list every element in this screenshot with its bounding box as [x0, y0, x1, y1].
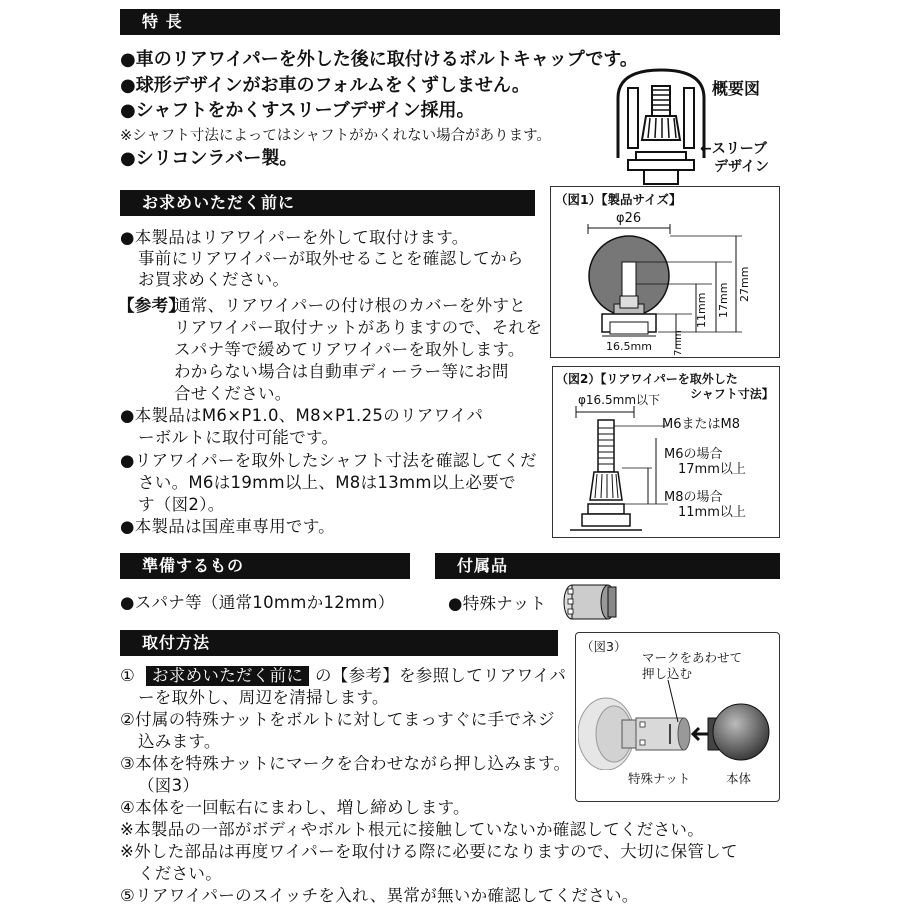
figure-2-drawing [570, 406, 670, 536]
figure-2-m8-label: M8の場合 [664, 490, 723, 505]
bolt-line: ●本製品はM6×P1.0、M8×P1.25のリアワイパ [120, 406, 484, 425]
before-line: お買求めください。 [138, 270, 290, 289]
step-1-text: の【参考】を参照してリアワイパ [315, 666, 567, 685]
sleeve-label: ←スリーブ [700, 141, 768, 157]
step-3-text: ③本体を特殊ナットにマークを合わせながら押し込みます。 [120, 754, 571, 773]
feature-note: ※シャフト寸法によってはシャフトがかくれない場合があります。 [120, 128, 551, 144]
special-nut-icon [560, 581, 620, 623]
domestic-line: ●本製品は国産車専用です。 [120, 517, 335, 536]
figure-1-diameter: φ26 [616, 211, 642, 226]
step-4-text: ④本体を一回転右にまわし、増し締めします。 [120, 798, 470, 817]
reference-line: スパナ等で緩めてリアワイパーを取外します。 [174, 340, 525, 359]
prep-header: 準備するもの [120, 553, 410, 579]
install-note: ※本製品の一部がボディやボルト根元に接触していないか確認してください。 [120, 820, 705, 839]
figure-1-height-27: 27mm [738, 266, 751, 302]
reference-label: 【参考】 [118, 296, 186, 315]
feature-item: ●シリコンラバー製。 [120, 148, 298, 169]
figure-3-caption: （図3） [581, 639, 627, 654]
step-2-text: 込みます。 [138, 732, 221, 751]
figure-2-m6-label: M6の場合 [664, 447, 723, 462]
reference-line: わからない場合は自動車ディーラー等にお問 [174, 362, 509, 381]
shaft-line: ●リアワイパーを取外したシャフト寸法を確認してくだ [120, 451, 537, 470]
step-1-text: ーを取外し、周辺を清掃します。 [138, 688, 389, 707]
figure-2-m6-value: 17mm以上 [678, 462, 746, 477]
sleeve-label: デザイン [714, 159, 770, 175]
figure-2-caption: シャフト寸法】 [690, 387, 774, 401]
feature-item: ●球形デザインがお車のフォルムをくずしません。 [120, 75, 530, 96]
accessory-item: ●特殊ナット [448, 594, 547, 613]
overview-diagram-title: 概要図 [712, 79, 761, 98]
step-1-tag: お求めいただく前に [146, 666, 309, 686]
install-note: ※外した部品は再度ワイパーを取付ける際に必要になりますので、大切に保管して [120, 842, 738, 861]
figure-3-nut-label: 特殊ナット [628, 771, 691, 786]
figure-3-body-label: 本体 [726, 771, 752, 786]
figure-1-width-16: 16.5mm [606, 340, 652, 353]
bolt-line: ーボルトに取付可能です。 [138, 428, 339, 447]
features-header: 特 長 [120, 9, 780, 35]
feature-item: ●シャフトをかくすスリーブデザイン採用。 [120, 100, 475, 121]
figure-3-mark-label: 押し込む [642, 666, 693, 681]
step-2-text: ②付属の特殊ナットをボルトに対してまっすぐに手でネジ [120, 710, 555, 729]
figure-1-height-7: 7mm [673, 330, 684, 356]
before-line: ●本製品はリアワイパーを外して取付けます。 [120, 228, 469, 247]
before-line: 事前にリアワイパーが取外せることを確認してから [138, 249, 524, 268]
figure-1-height-11: 11mm [695, 292, 708, 328]
figure-1-height-17: 17mm [717, 282, 730, 318]
step-1-number: ① [120, 666, 136, 685]
figure-3-drawing [578, 680, 778, 770]
reference-line: 通常、リアワイパーの付け根のカバーを外すと [174, 296, 526, 315]
figure-3-mark-label: マークをあわせて [642, 650, 743, 665]
figure-1-caption: （図1）【製品サイズ】 [555, 192, 682, 207]
reference-line: リアワイパー取付ナットがありますので、それを [174, 318, 543, 337]
step-5-text: ⑤リアワイパーのスイッチを入れ、異常が無いか確認してください。 [120, 886, 639, 905]
step-3-text: （図3） [138, 776, 200, 795]
shaft-line: さい。M6は19mm以上、M8は13mm以上必要で [138, 473, 516, 492]
overview-diagram [606, 68, 716, 186]
feature-item: ●車のリアワイパーを外した後に取付けるボルトキャップです。 [120, 49, 638, 70]
reference-line: 合せください。 [174, 384, 292, 403]
prep-item: ●スパナ等（通常10mmか12mm） [120, 593, 395, 612]
figure-2-caption: （図2）【リアワイパーを取外した [556, 372, 738, 386]
install-header: 取付方法 [120, 630, 558, 656]
figure-2-thread-label: M6またはM8 [662, 417, 740, 432]
accessory-header: 付属品 [435, 553, 780, 579]
shaft-line: す（図2）。 [138, 495, 225, 514]
figure-2-m8-value: 11mm以上 [678, 505, 746, 520]
figure-2-diameter: φ16.5mm以下 [578, 393, 661, 407]
before-purchase-header: お求めいただく前に [120, 190, 535, 216]
install-note: ください。 [138, 864, 222, 883]
